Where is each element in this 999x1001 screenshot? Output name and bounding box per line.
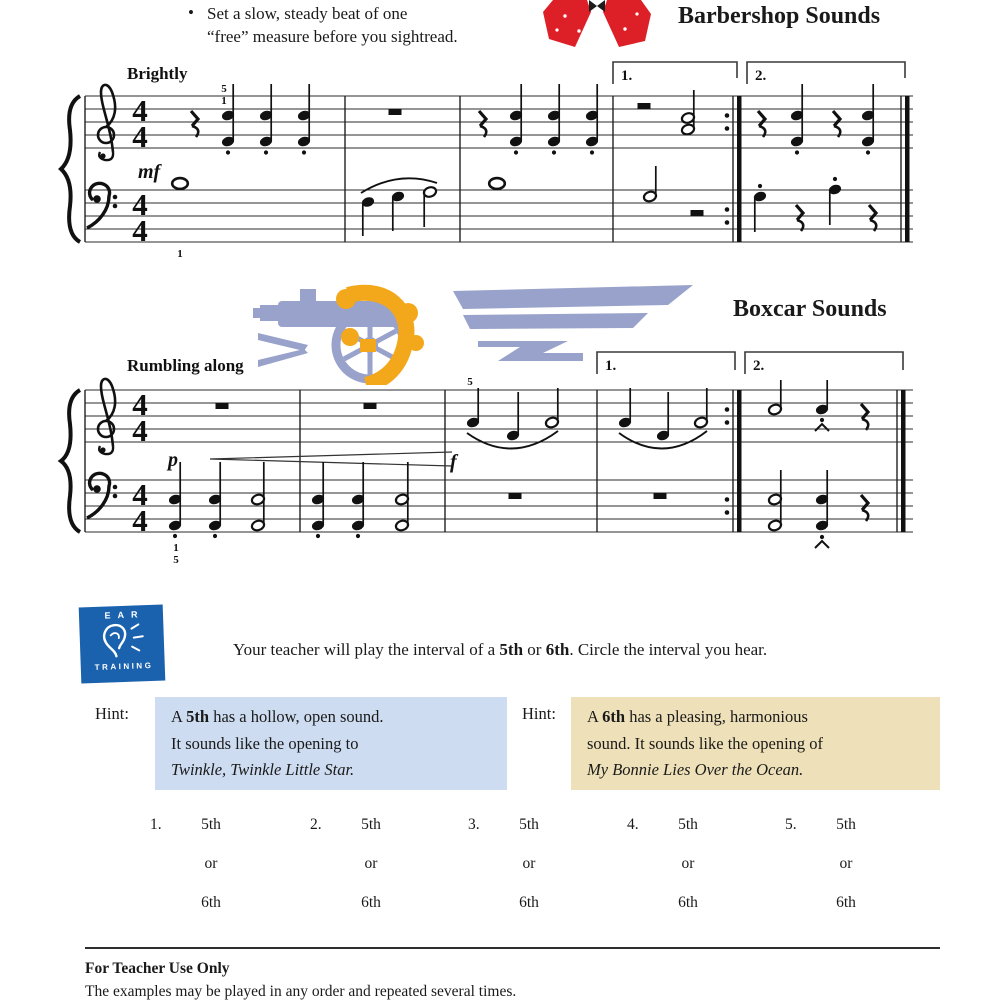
volta-1-bracket: [597, 352, 735, 374]
time-sig-top: 4: [132, 93, 148, 128]
footer-divider: [85, 947, 940, 949]
svg-text:4: 4: [132, 213, 148, 248]
measure-4-first-ending: [618, 388, 709, 499]
crescendo-hairpin: [210, 452, 452, 466]
choice-5th[interactable]: 5th: [201, 816, 221, 833]
fingering-lh-top: 1: [173, 542, 179, 554]
grand-staff-barbershop: [55, 52, 930, 264]
interval-6th: 6th: [545, 640, 570, 659]
intro-instructions: [185, 2, 545, 48]
jacket-left: [543, 0, 591, 47]
system-brace: [61, 390, 80, 532]
repeat-dots: [725, 407, 730, 515]
fingering-lh: 1: [177, 248, 183, 260]
choice-5th[interactable]: 5th: [361, 816, 381, 833]
hint-label-1: Hint:: [95, 704, 129, 723]
bass-staff: [85, 190, 913, 242]
svg-text:4: 4: [132, 187, 148, 222]
hint-line-3: My Bonnie Lies Over the Ocean.: [587, 760, 804, 779]
intro-line-1: Set a slow, steady beat of one: [207, 4, 408, 23]
repeat-dots: [725, 113, 730, 225]
bowtie-icon: [589, 0, 597, 12]
choice-6th[interactable]: 6th: [201, 894, 221, 911]
volta-1-label: 1.: [621, 68, 633, 84]
measure-5-second-ending: [768, 380, 869, 548]
ear-icon: [95, 620, 148, 660]
or-label: or: [839, 855, 853, 872]
measure-2: [361, 109, 438, 236]
piece-title-boxcar: Boxcar Sounds: [733, 296, 887, 322]
fingering-rh: 5: [467, 376, 473, 388]
bullet-glyph: •: [188, 3, 194, 22]
choice-5th[interactable]: 5th: [836, 816, 856, 833]
final-thick-barline: [901, 390, 906, 532]
system-brace: [61, 96, 80, 242]
hint-line-1: A 6th has a pleasing, harmonious: [587, 707, 808, 726]
treble-staff: [85, 96, 913, 148]
volta-1-label: 1.: [605, 358, 617, 374]
fingering-rh-top: 5: [221, 83, 227, 95]
accent-mark: [815, 424, 829, 431]
piece-title-barbershop: Barbershop Sounds: [678, 3, 881, 29]
svg-text:4: 4: [132, 477, 148, 512]
svg-text:4: 4: [132, 413, 148, 448]
svg-text:4: 4: [132, 503, 148, 538]
intro-line-2: “free” measure before you sightread.: [207, 27, 458, 46]
or-label: or: [681, 855, 695, 872]
tempo-marking: Brightly: [127, 64, 188, 83]
ear-training-icon: [79, 605, 166, 684]
interval-5th: 5th: [499, 640, 524, 659]
choice-5th[interactable]: 5th: [678, 816, 698, 833]
or-label: or: [204, 855, 218, 872]
final-thick-barline: [905, 96, 910, 242]
ear-badge-bottom-label: TRAINING: [94, 660, 154, 672]
choice-6th[interactable]: 6th: [836, 894, 856, 911]
fingering-rh-bottom: 1: [221, 95, 227, 107]
time-sig-bottom: 4: [132, 119, 148, 154]
or-label: or: [522, 855, 536, 872]
hint-line-3: Twinkle, Twinkle Little Star.: [171, 760, 355, 779]
footer-note: The examples may be played in any order and repeated several times.: [85, 983, 517, 1000]
interval-options: 1. 5th or 6th 2. 5th or 6th 3. 5th or 6th 4. 5th or 6th 5. 5th or 6th: [0, 816, 999, 936]
measure-3: [479, 84, 599, 189]
grand-staff-boxcar: [55, 340, 930, 580]
tempo-marking: Rumbling along: [127, 356, 244, 375]
jacket-right: [603, 0, 651, 47]
choice-5th[interactable]: 5th: [519, 816, 539, 833]
dynamic-mf: mf: [138, 161, 161, 183]
hint-box-6th: [571, 697, 940, 790]
footer-heading: For Teacher Use Only: [85, 960, 230, 977]
hint-line-2: sound. It sounds like the opening of: [587, 733, 824, 753]
or-label: or: [364, 855, 378, 872]
volta-2-bracket: [747, 62, 905, 84]
measure-2: [311, 403, 410, 538]
fingering-lh-bottom: 5: [173, 554, 179, 566]
dynamic-p: p: [168, 449, 178, 471]
volta-2-bracket: [745, 352, 903, 374]
repeat-thick-barline: [737, 390, 742, 532]
hint-label-2: Hint:: [522, 704, 556, 723]
repeat-thick-barline: [737, 96, 742, 242]
volta-2-label: 2.: [755, 68, 767, 84]
barbershop-jackets-icon: [535, 0, 660, 52]
dynamic-f: f: [450, 451, 457, 473]
choice-6th[interactable]: 6th: [678, 894, 698, 911]
treble-staff: [85, 390, 913, 442]
svg-text:4: 4: [132, 387, 148, 422]
barlines: [85, 96, 901, 242]
bass-staff: [85, 480, 913, 532]
choice-6th[interactable]: 6th: [361, 894, 381, 911]
ear-badge-top-label: EAR: [104, 609, 145, 621]
measure-1: [166, 403, 452, 566]
choice-6th[interactable]: 6th: [519, 894, 539, 911]
volta-2-label: 2.: [753, 358, 765, 374]
ear-training-instruction: Your teacher will play the interval of a 5th or 6th. Circle the interval you hear.: [233, 640, 768, 659]
hint-line-2: It sounds like the opening to: [171, 733, 359, 753]
hint-line-1: A 5th has a hollow, open sound.: [171, 707, 384, 726]
measure-5-second-ending: [753, 84, 877, 232]
hint-box-5th: [155, 697, 507, 790]
